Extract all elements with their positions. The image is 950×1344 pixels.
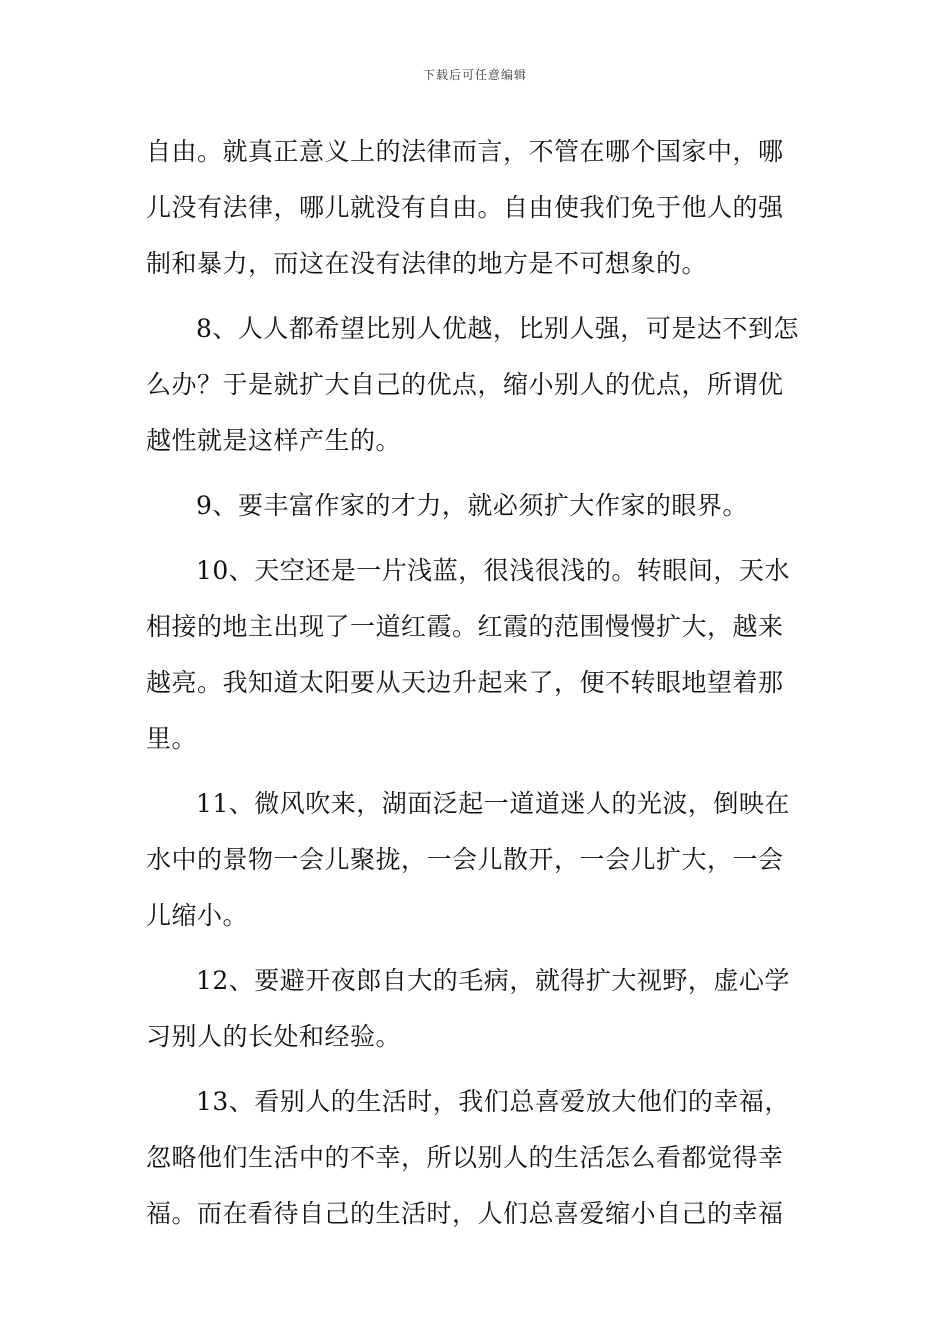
text-line: 越性就是这样产生的。 <box>146 426 402 455</box>
paragraph-item-11 <box>146 782 808 950</box>
text-line: 么办？于是就扩大自己的优点，缩小别人的优点，所谓优 <box>146 370 784 399</box>
text-line: 儿没有法律，哪儿就没有自由。自由使我们免于他人的强 <box>146 193 784 222</box>
text-line: 8、人人都希望比别人优越，比别人强，可是达不到怎 <box>196 314 799 343</box>
text-line: 自由。就真正意义上的法律而言，不管在哪个国家中，哪 <box>146 137 784 166</box>
text-line: 里。 <box>146 724 198 753</box>
text-line: 忽略他们生活中的不幸，所以别人的生活怎么看都觉得幸 <box>146 1143 784 1172</box>
text-line: 9、要丰富作家的才力，就必须扩大作家的眼界。 <box>196 491 748 520</box>
paragraph-item-12 <box>146 959 808 1071</box>
text-line: 10、天空还是一片浅蓝，很浅很浅的。转眼间，天水 <box>196 556 790 585</box>
text-line: 儿缩小。 <box>146 901 249 930</box>
text-line: 习别人的长处和经验。 <box>146 1022 402 1051</box>
document-body <box>146 130 808 1248</box>
paragraph-item-8 <box>146 307 808 475</box>
text-line: 水中的景物一会儿聚拢，一会儿散开，一会儿扩大，一会 <box>146 845 784 874</box>
page-header: 下载后可任意编辑 <box>422 68 527 82</box>
text-line: 越亮。我知道太阳要从天边升起来了，便不转眼地望着那 <box>146 668 784 697</box>
paragraph-item-10 <box>146 549 808 773</box>
text-line: 13、看别人的生活时，我们总喜爱放大他们的幸福， <box>196 1087 790 1116</box>
text-line: 福。而在看待自己的生活时，人们总喜爱缩小自己的幸福 <box>146 1199 784 1228</box>
text-line: 相接的地主出现了一道红霞。红霞的范围慢慢扩大，越来 <box>146 612 784 641</box>
paragraph-item-13 <box>146 1080 808 1248</box>
text-line: 制和暴力，而这在没有法律的地方是不可想象的。 <box>146 249 708 278</box>
text-line: 11、微风吹来，湖面泛起一道道迷人的光波，倒映在 <box>196 789 790 818</box>
paragraph-item-9 <box>146 484 808 540</box>
paragraph-continued <box>146 130 808 298</box>
text-line: 12、要避开夜郎自大的毛病，就得扩大视野，虚心学 <box>196 966 790 995</box>
